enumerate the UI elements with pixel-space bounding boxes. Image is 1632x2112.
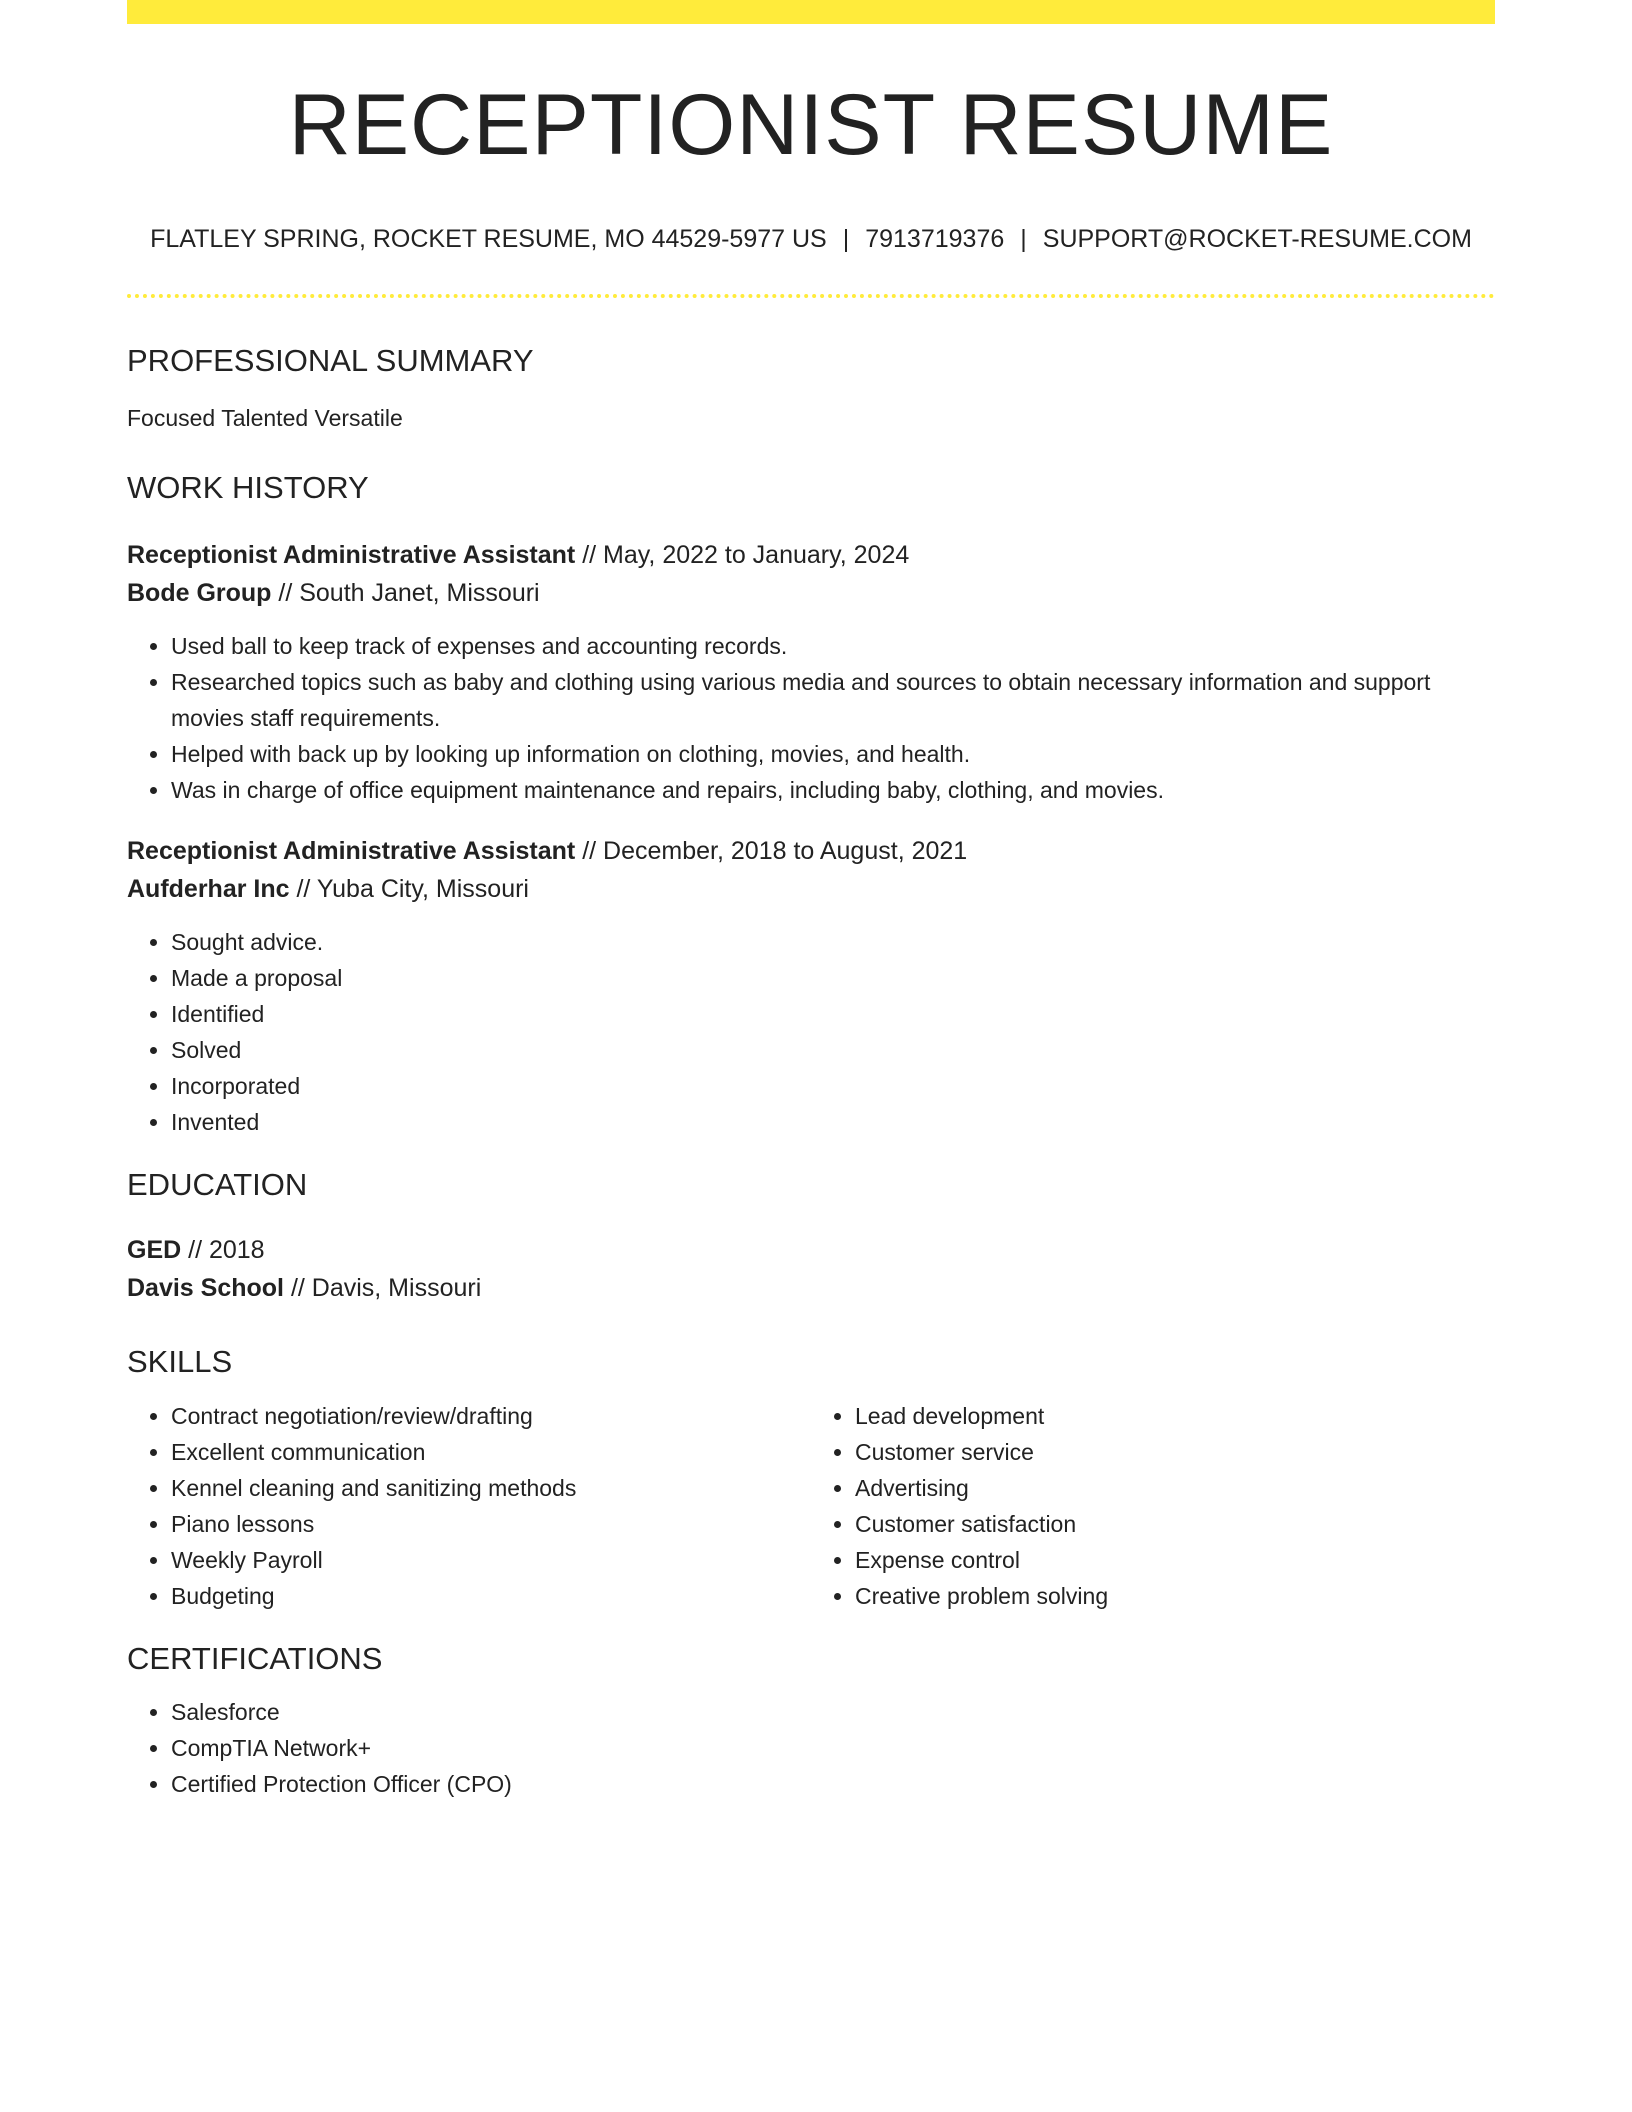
company-location: // South Janet, Missouri xyxy=(271,578,540,607)
list-item: • Excellent communication xyxy=(171,1434,811,1470)
contact-separator: | xyxy=(842,225,850,253)
list-item: • Was in charge of office equipment maintenance and repairs, including baby, clothing, and movies. xyxy=(171,772,1495,808)
skills-left-column xyxy=(127,1398,811,1614)
work-history-section xyxy=(127,469,1495,1140)
degree-name: GED xyxy=(127,1236,182,1265)
resume-title: RECEPTIONIST RESUME xyxy=(288,77,1334,173)
job-bullets xyxy=(127,924,1495,1140)
accent-top-bar xyxy=(127,0,1495,24)
list-item: • Lead development xyxy=(855,1398,1495,1434)
resume-page xyxy=(127,0,1495,1802)
education-section xyxy=(127,1166,1495,1307)
work-history-heading: WORK HISTORY xyxy=(127,469,369,505)
company-location: // Yuba City, Missouri xyxy=(289,874,529,903)
dotted-divider xyxy=(127,294,1495,298)
phone-text: 7913719376 xyxy=(865,225,1005,253)
skills-heading: SKILLS xyxy=(127,1344,233,1380)
education-entry xyxy=(127,1231,1495,1307)
list-item: • Salesforce xyxy=(171,1694,1495,1730)
list-item: • Customer satisfaction xyxy=(855,1506,1495,1542)
list-item: • Creative problem solving xyxy=(855,1578,1495,1614)
job-entry xyxy=(127,832,1495,1140)
company-name: Aufderhar Inc xyxy=(127,874,290,903)
certifications-heading: CERTIFICATIONS xyxy=(127,1641,383,1677)
list-item: • Used ball to keep track of expenses and accounting records. xyxy=(171,628,1495,664)
list-item: • Weekly Payroll xyxy=(171,1542,811,1578)
school-line xyxy=(127,1269,1495,1307)
certifications-list xyxy=(127,1694,1495,1802)
summary-text: Focused Talented Versatile xyxy=(127,405,403,432)
list-item: • Advertising xyxy=(855,1470,1495,1506)
job-title-line xyxy=(127,832,1495,870)
email-text: SUPPORT@ROCKET-RESUME.COM xyxy=(1042,225,1472,253)
list-item: • Solved xyxy=(171,1032,1495,1068)
skills-section xyxy=(127,1343,1495,1614)
list-item: • Identified xyxy=(171,996,1495,1032)
certifications-section xyxy=(127,1640,1495,1801)
job-title-line xyxy=(127,536,1495,574)
company-name: Bode Group xyxy=(127,578,272,607)
job-title: Receptionist Administrative Assistant xyxy=(127,540,576,569)
job-bullets xyxy=(127,628,1495,808)
job-dates: // May, 2022 to January, 2024 xyxy=(575,540,910,569)
job-company-line xyxy=(127,870,1495,908)
list-item: • Certified Protection Officer (CPO) xyxy=(171,1766,1495,1802)
education-heading: EDUCATION xyxy=(127,1166,308,1202)
list-item: • Made a proposal xyxy=(171,960,1495,996)
list-item: • Helped with back up by looking up information on clothing, movies, and health. xyxy=(171,736,1495,772)
list-item: • CompTIA Network+ xyxy=(171,1730,1495,1766)
list-item: • Customer service xyxy=(855,1434,1495,1470)
list-item: • Kennel cleaning and sanitizing methods xyxy=(171,1470,811,1506)
list-item: • Expense control xyxy=(855,1542,1495,1578)
list-item: • Invented xyxy=(171,1104,1495,1140)
job-dates: // December, 2018 to August, 2021 xyxy=(575,836,968,865)
job-title: Receptionist Administrative Assistant xyxy=(127,836,576,865)
contact-separator: | xyxy=(1020,225,1027,253)
address-text: FLATLEY SPRING, ROCKET RESUME, MO 44529-5977 US xyxy=(150,225,827,253)
job-company-line xyxy=(127,574,1495,612)
school-name: Davis School xyxy=(127,1274,284,1303)
skills-right-column xyxy=(811,1398,1495,1614)
list-item: • Incorporated xyxy=(171,1068,1495,1104)
summary-heading: PROFESSIONAL SUMMARY xyxy=(127,343,534,378)
list-item: • Sought advice. xyxy=(171,924,1495,960)
skills-columns xyxy=(127,1398,1495,1614)
contact-line xyxy=(127,224,1495,254)
summary-section xyxy=(127,342,1495,433)
list-item: • Piano lessons xyxy=(171,1506,811,1542)
list-item: • Researched topics such as baby and clothing using various media and sources to obtain necessary information and support movies staff requirements. xyxy=(171,664,1495,736)
list-item: • Contract negotiation/review/drafting xyxy=(171,1398,811,1434)
list-item: • Budgeting xyxy=(171,1578,811,1614)
degree-line xyxy=(127,1231,1495,1269)
degree-year: // 2018 xyxy=(181,1236,265,1265)
school-location: // Davis, Missouri xyxy=(284,1274,482,1303)
job-entry xyxy=(127,536,1495,808)
